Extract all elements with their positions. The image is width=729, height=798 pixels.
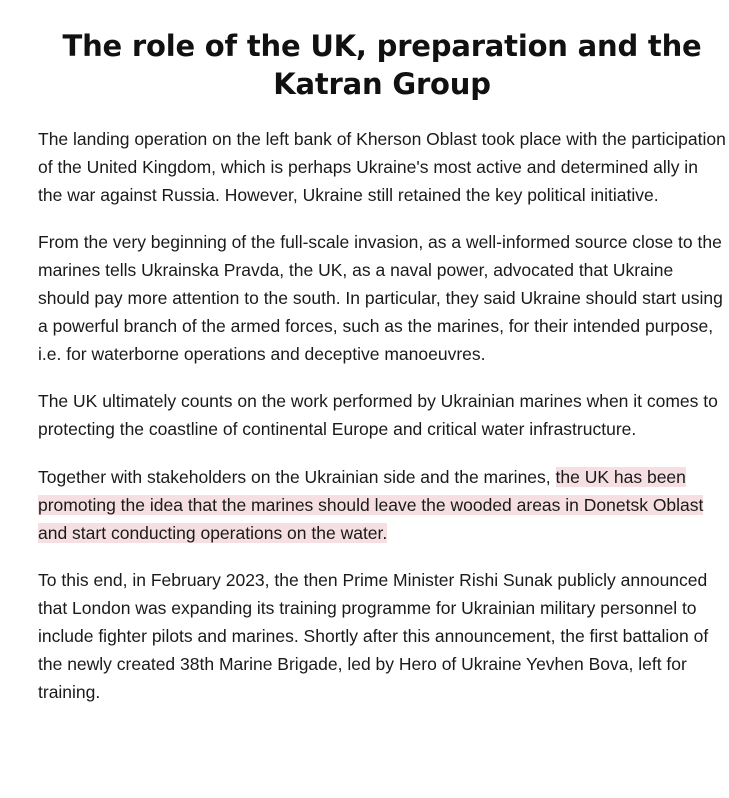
article-title: The role of the UK, preparation and the Katran Group: [62, 29, 702, 101]
paragraph-3: The UK ultimately counts on the work performed by Ukrainian marines when it comes to protecting the coastline of continental Europe and critical water infrastructure.: [38, 391, 718, 440]
paragraph-4: [38, 464, 726, 547]
paragraph-5: To this end, in February 2023, the then Prime Minister Rishi Sunak publicly announced that London was expanding its training programme for Ukrainian military personnel to include fighter pilots and marines. Shortly after this announcement, the first battalion of the newly created 38th Marine Brigade, led by Hero of Ukraine Yevhen Bova, left for training.: [38, 570, 709, 702]
paragraph-2: From the very beginning of the full-scale invasion, as a well-informed source close to the marines tells Ukrainska Pravda, the UK, as a naval power, advocated that Ukraine should pay more attention to the south. In particular, they said Ukraine should start using a powerful branch of the armed forces, such as the marines, for their intended purpose, i.e. for waterborne operations and deceptive manoeuvres.: [38, 232, 723, 364]
paragraph-1: The landing operation on the left bank of Kherson Oblast took place with the participation of the United Kingdom, which is perhaps Ukraine's most active and determined ally in the war against Russia. However, Ukraine still retained the key political initiative.: [38, 129, 726, 205]
highlighted-quote: the UK has been promoting the idea that the marines should leave the wooded areas in Donetsk Oblast and start conducting operations on the water.: [38, 466, 704, 543]
paragraph-4-lead: Together with stakeholders on the Ukrainian side and the marines,: [38, 466, 556, 487]
article: [38, 0, 726, 706]
